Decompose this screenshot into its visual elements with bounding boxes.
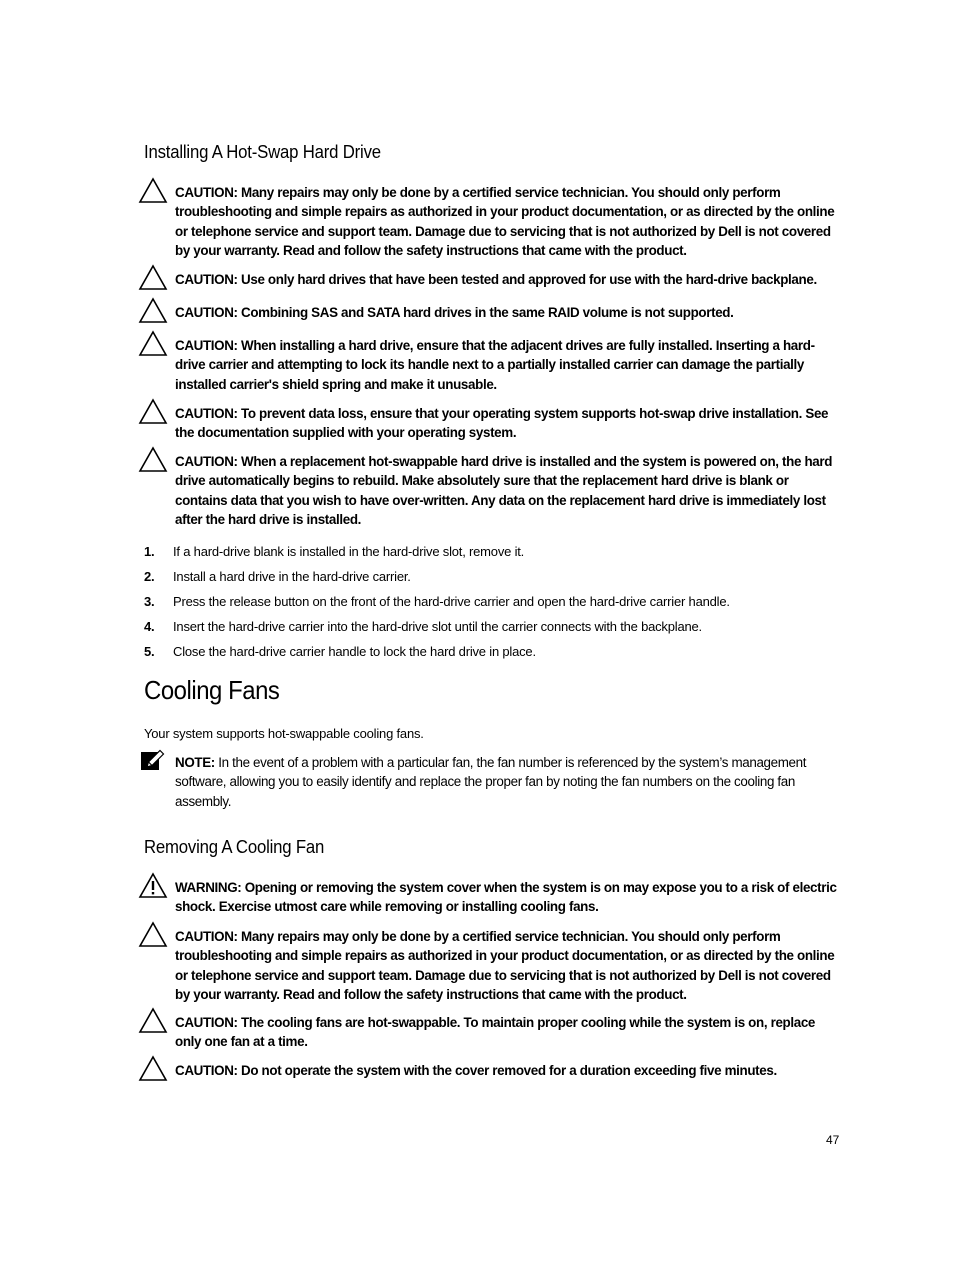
step-number: 1. xyxy=(144,544,155,559)
caution-triangle-icon xyxy=(138,1007,168,1035)
caution-text: CAUTION: The cooling fans are hot-swappable. To maintain proper cooling while the system is on, replace only one fan at a time. xyxy=(175,1015,816,1050)
installation-steps xyxy=(144,543,844,668)
caution-text: CAUTION: When installing a hard drive, ensure that the adjacent drives are fully installed. Inserting a hard-drive carrier and attempting to lock its handle next to a partially installed carrier can damage the partially installed carrier's shield spring and make it unusable. xyxy=(175,338,815,392)
caution-notice xyxy=(138,303,843,322)
step-item xyxy=(144,568,844,593)
caution-triangle-icon xyxy=(138,177,168,205)
step-number: 5. xyxy=(144,644,155,659)
section-title-installing-hot-swap: Installing A Hot-Swap Hard Drive xyxy=(144,142,381,162)
caution-notice xyxy=(138,1013,843,1052)
step-text: Press the release button on the front of the hard-drive carrier and open the hard-drive carrier handle. xyxy=(173,594,730,609)
step-text: Install a hard drive in the hard-drive carrier. xyxy=(173,569,411,584)
warning-text: WARNING: Opening or removing the system cover when the system is on may expose you to a risk of electric shock. Exercise utmost care while removing or installing cooling fans. xyxy=(175,880,837,915)
caution-triangle-icon xyxy=(138,330,168,358)
caution-notice xyxy=(138,336,843,394)
note-text xyxy=(175,753,843,811)
caution-triangle-icon xyxy=(138,264,168,292)
step-number: 3. xyxy=(144,594,155,609)
section-title-removing-cooling-fan: Removing A Cooling Fan xyxy=(144,837,325,857)
caution-text: CAUTION: When a replacement hot-swappable hard drive is installed and the system is powered on, the hard drive automatically begins to rebuild. Make absolutely sure that the replacement hard drive is blank or contains data that you wish to have over-written. Any data on the replacement hard drive is immediately lost after the hard drive is installed. xyxy=(175,454,833,527)
caution-triangle-icon xyxy=(138,921,168,949)
caution-triangle-icon xyxy=(138,1055,168,1083)
step-item xyxy=(144,643,844,668)
step-text: Close the hard-drive carrier handle to lock the hard drive in place. xyxy=(173,644,536,659)
note-body: In the event of a problem with a particular fan, the fan number is referenced by the system’s management software, allowing you to easily identify and replace the proper fan by noting the fan numbers on the cooling fan assembly. xyxy=(175,755,807,809)
step-item xyxy=(144,618,844,643)
caution-text: CAUTION: To prevent data loss, ensure that your operating system supports hot-swap drive installation. See the documentation supplied with your operating system. xyxy=(175,406,829,441)
step-item xyxy=(144,543,844,568)
warning-notice xyxy=(138,878,843,917)
warning-exclamation-triangle-icon xyxy=(138,872,168,900)
caution-notice xyxy=(138,452,843,529)
caution-text: CAUTION: Combining SAS and SATA hard drives in the same RAID volume is not supported. xyxy=(175,305,734,320)
note-pencil-icon xyxy=(138,747,168,775)
caution-text: CAUTION: Many repairs may only be done by a certified service technician. You should only perform troubleshooting and simple repairs as authorized in your product documentation, or as directed by the online or telephone service and support team. Damage due to servicing that is not authorized by Dell is not covered by your warranty. Read and follow the safety instructions that came with the product. xyxy=(175,185,835,258)
note-label: NOTE: xyxy=(175,755,215,770)
caution-notice xyxy=(138,183,843,260)
caution-text: CAUTION: Do not operate the system with the cover removed for a duration exceeding five minutes. xyxy=(175,1063,777,1078)
caution-notice xyxy=(138,1061,843,1080)
caution-notice xyxy=(138,927,843,1004)
caution-triangle-icon xyxy=(138,398,168,426)
step-number: 4. xyxy=(144,619,155,634)
chapter-title-cooling-fans: Cooling Fans xyxy=(144,675,280,705)
caution-triangle-icon xyxy=(138,297,168,325)
caution-text: CAUTION: Many repairs may only be done by a certified service technician. You should only perform troubleshooting and simple repairs as authorized in your product documentation, or as directed by the online or telephone service and support team. Damage due to servicing that is not authorized by Dell is not covered by your warranty. Read and follow the safety instructions that came with the product. xyxy=(175,929,835,1002)
step-text: If a hard-drive blank is installed in the hard-drive slot, remove it. xyxy=(173,544,525,559)
cooling-fans-intro: Your system supports hot-swappable cooling fans. xyxy=(144,726,424,741)
step-number: 2. xyxy=(144,569,155,584)
step-text: Insert the hard-drive carrier into the hard-drive slot until the carrier connects with the backplane. xyxy=(173,619,702,634)
page-number: 47 xyxy=(826,1133,840,1147)
caution-notice xyxy=(138,270,843,289)
note-notice xyxy=(138,753,843,811)
step-item xyxy=(144,593,844,618)
caution-notice xyxy=(138,404,843,443)
caution-triangle-icon xyxy=(138,446,168,474)
caution-text: CAUTION: Use only hard drives that have been tested and approved for use with the hard-drive backplane. xyxy=(175,272,817,287)
